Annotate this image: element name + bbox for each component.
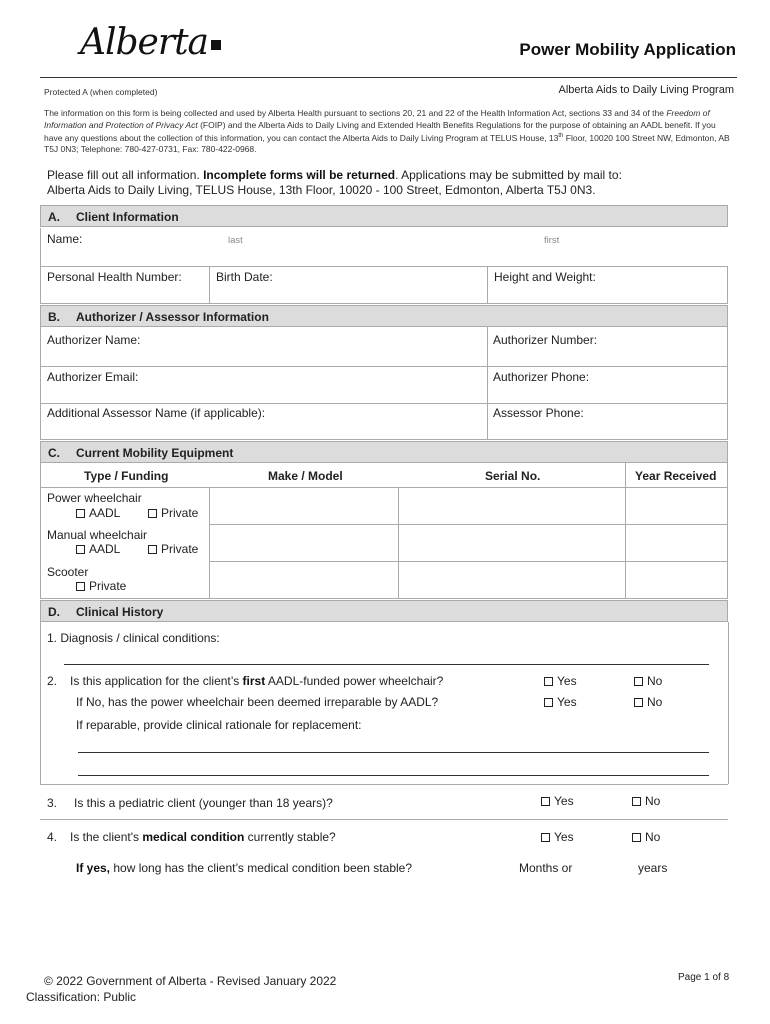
checkbox-icon — [76, 545, 85, 554]
rationale-line-1[interactable] — [78, 752, 709, 753]
col-make-model: Make / Model — [268, 469, 343, 483]
q2b-yes-checkbox[interactable]: Yes — [544, 695, 577, 709]
checkbox-icon — [632, 833, 641, 842]
authorizer-number-field[interactable]: Authorizer Number: — [493, 333, 598, 347]
q2-irreparable: If No, has the power wheelchair been deemed irreparable by AADL? — [76, 695, 439, 709]
instructions: Please fill out all information. Incomplete forms will be returned. Applications may be submitted by mail to: Alberta Aids to Daily Living, TELUS House, 13th Floor, 10020 - 100 Street, Edmonton, Alberta T5J 0N3. — [47, 168, 622, 197]
program-name: Alberta Aids to Daily Living Program — [558, 84, 734, 96]
checkbox-icon — [544, 698, 553, 707]
form-title: Power Mobility Application — [519, 40, 736, 59]
q2b-no-checkbox[interactable]: No — [634, 695, 662, 709]
phn-field[interactable]: Personal Health Number: — [47, 270, 182, 284]
header-rule — [40, 77, 737, 78]
months-field[interactable]: Months or — [519, 861, 573, 875]
q4-stable-duration: If yes, how long has the client’s medical condition been stable? — [76, 861, 413, 875]
checkbox-icon — [541, 797, 550, 806]
q4-num: 4. — [47, 830, 58, 844]
section-d-header: D. Clinical History — [40, 600, 728, 622]
manual-private-checkbox[interactable]: Private — [148, 542, 198, 556]
assessor-phone-field[interactable]: Assessor Phone: — [493, 406, 584, 420]
name-label: Name: — [47, 232, 83, 246]
privacy-notice: The information on this form is being collected and used by Alberta Health pursuant to sections 20, 21 and 22 of the Health Information Act, sections 33 and 34 of the Freedom of Information and Protection of Privacy Act (FOIP) and the Alberta Aids to Daily Living and Extended Health Benefits Regulations for the purpose of obtaining an AADL benefit. If you have any questions about the collection of this information, you can contact the Alberta Aids to Daily Living Program at TELUS House, 13th Floor, 10020 100 Street NW, Edmonton, AB T5J 0N3; Telephone: 780-427-0731, Fax: 780-422-0968. — [44, 108, 730, 155]
q4-yes-checkbox[interactable]: Yes — [541, 830, 574, 844]
q4-medical-stable: Is the client's medical condition currently stable? — [70, 830, 336, 844]
q1-answer-line[interactable] — [64, 664, 709, 665]
checkbox-icon — [544, 677, 553, 686]
birth-date-field[interactable]: Birth Date: — [216, 270, 273, 284]
equip-row-power: Power wheelchair — [47, 491, 142, 505]
section-c-header: C. Current Mobility Equipment — [40, 441, 728, 463]
col-serial: Serial No. — [485, 469, 541, 483]
checkbox-icon — [148, 509, 157, 518]
checkbox-icon — [632, 797, 641, 806]
authorizer-email-field[interactable]: Authorizer Email: — [47, 370, 139, 384]
q3-yes-checkbox[interactable]: Yes — [541, 794, 574, 808]
section-a-header: A. Client Information — [40, 205, 728, 227]
section-b-header: B. Authorizer / Assessor Information — [40, 305, 728, 327]
first-name-hint: first — [544, 235, 560, 246]
q1-diagnosis: 1. Diagnosis / clinical conditions: — [47, 631, 220, 645]
equip-row-scooter: Scooter — [47, 565, 89, 579]
authorizer-name-field[interactable]: Authorizer Name: — [47, 333, 141, 347]
q3-no-checkbox[interactable]: No — [632, 794, 660, 808]
height-weight-field[interactable]: Height and Weight: — [494, 270, 596, 284]
scooter-private-checkbox[interactable]: Private — [76, 579, 126, 593]
q4-no-checkbox[interactable]: No — [632, 830, 660, 844]
q3-pediatric: Is this a pediatric client (younger than 18 years)? — [74, 796, 333, 810]
checkbox-icon — [541, 833, 550, 842]
power-aadl-checkbox[interactable]: AADL — [76, 506, 120, 520]
manual-aadl-checkbox[interactable]: AADL — [76, 542, 120, 556]
page-number: Page 1 of 8 — [678, 972, 730, 983]
last-name-hint: last — [228, 235, 243, 246]
equip-row-manual: Manual wheelchair — [47, 528, 148, 542]
q2-no-checkbox[interactable]: No — [634, 674, 662, 688]
col-year: Year Received — [635, 469, 717, 483]
alberta-logo: Alberta — [80, 22, 221, 63]
q2-num: 2. — [47, 674, 58, 688]
checkbox-icon — [76, 582, 85, 591]
additional-assessor-field[interactable]: Additional Assessor Name (if applicable): — [47, 406, 266, 420]
q2-first-wheelchair: Is this application for the client’s first AADL-funded power wheelchair? — [70, 674, 444, 688]
copyright: © 2022 Government of Alberta - Revised January 2022 — [44, 974, 337, 988]
q3-num: 3. — [47, 796, 58, 810]
authorizer-phone-field[interactable]: Authorizer Phone: — [493, 370, 590, 384]
logo-mark-icon — [211, 40, 221, 50]
checkbox-icon — [148, 545, 157, 554]
q2-rationale: If reparable, provide clinical rationale for replacement: — [76, 718, 362, 732]
protected-label: Protected A (when completed) — [44, 87, 158, 97]
q2-yes-checkbox[interactable]: Yes — [544, 674, 577, 688]
checkbox-icon — [634, 698, 643, 707]
checkbox-icon — [76, 509, 85, 518]
power-private-checkbox[interactable]: Private — [148, 506, 198, 520]
rationale-line-2[interactable] — [78, 775, 709, 776]
checkbox-icon — [634, 677, 643, 686]
years-field[interactable]: years — [638, 861, 668, 875]
authorizer-block — [40, 327, 728, 440]
classification: Classification: Public — [26, 990, 137, 1004]
col-type-funding: Type / Funding — [84, 469, 169, 483]
